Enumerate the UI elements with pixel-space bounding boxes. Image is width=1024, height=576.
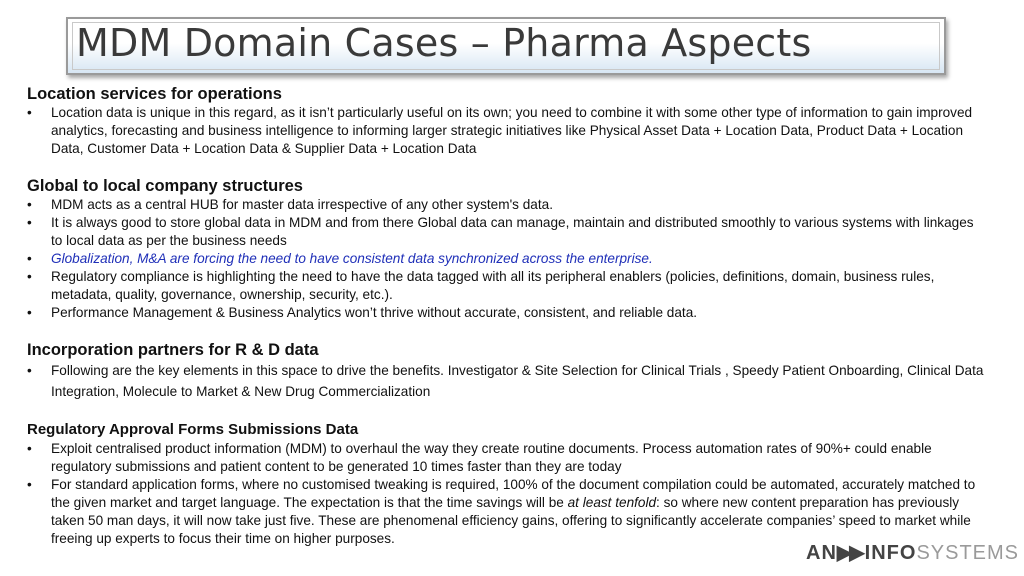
section-heading: Regulatory Approval Forms Submissions Data: [27, 421, 359, 438]
list-item: • Location data is unique in this regard, as it isn’t particularly useful on its own; you need to combine it with some other type of information to gain improved analytics, forecasting and business intelligence to informing larger strategic initiatives like Physical Asset Data + Location Data, Product Data + Location Data, Customer Data + Location Data & Supplier Data + Location Data: [27, 105, 973, 156]
list-item: • Regulatory compliance is highlighting the need to have the data tagged with all its peripheral enablers (policies, definitions, domain, business rules, metadata, quality, governance, ownership, security, etc.).: [27, 269, 935, 302]
list-item: • Exploit centralised product information (MDM) to overhaul the way they create routine documents. Process automation rates of 90%+ could enable regulatory submissions and patient content to be generated 10 times faster than they are today: [27, 441, 932, 474]
bullet-icon: •: [27, 215, 32, 230]
list-item: • Globalization, M&A are forcing the need to have consistent data synchronized across the enterprise.: [27, 251, 653, 266]
bullet-icon: •: [27, 477, 32, 492]
bullet-list: [27, 440, 987, 548]
slide-title: MDM Domain Cases – Pharma Aspects: [76, 21, 812, 65]
bullet-icon: •: [27, 363, 32, 378]
section-heading: Incorporation partners for R & D data: [27, 341, 319, 359]
bullet-icon: •: [27, 269, 32, 284]
bullet-list: [27, 104, 987, 158]
bullet-icon: •: [27, 305, 32, 320]
bullet-icon: •: [27, 251, 32, 266]
list-item: • Performance Management & Business Analytics won’t thrive without accurate, consistent, and reliable data.: [27, 305, 698, 320]
emphasis-text: at least tenfold: [567, 495, 657, 510]
slide-content: [27, 84, 987, 566]
title-frame: [66, 17, 946, 75]
bullet-list: [27, 196, 987, 322]
double-arrow-icon: ▶▶: [836, 542, 862, 564]
bullet-list: [27, 360, 987, 402]
bullet-icon: •: [27, 441, 32, 456]
list-item: • Following are the key elements in this space to drive the benefits. Investigator & Site Selection for Clinical Trials , Speedy Patient Onboarding, Clinical Data Integration, Molecule to Market & New Drug Commercialization: [27, 360, 987, 402]
section-location-services: [27, 84, 987, 158]
section-global-to-local: [27, 176, 987, 322]
list-item: • It is always good to store global data in MDM and from there Global data can manage, maintain and distributed smoothly to various systems with linkages to local data as per the business needs: [27, 215, 974, 248]
bullet-icon: •: [27, 105, 32, 120]
anninfosystems-logo: AN▶▶ INFOSYSTEMS: [806, 542, 1020, 564]
section-regulatory-approval: [27, 420, 987, 548]
list-item: • MDM acts as a central HUB for master data irrespective of any other system's data.: [27, 197, 553, 212]
section-heading: Location services for operations: [27, 85, 282, 103]
section-incorporation-partners: [27, 340, 987, 402]
bullet-icon: •: [27, 197, 32, 212]
list-item: • For standard application forms, where no customised tweaking is required, 100% of the document compilation could be automated, accurately matched to the given market and target language. The expectation is that the time savings will be at least tenfold: so where new content preparation has previously taken 50 man days, it will now take just five. These are phenomenal efficiency gains, offering to significantly accelerate companies’ speed to market while freeing up experts to focus their time on higher purposes.: [27, 477, 976, 546]
section-heading: Global to local company structures: [27, 177, 303, 195]
